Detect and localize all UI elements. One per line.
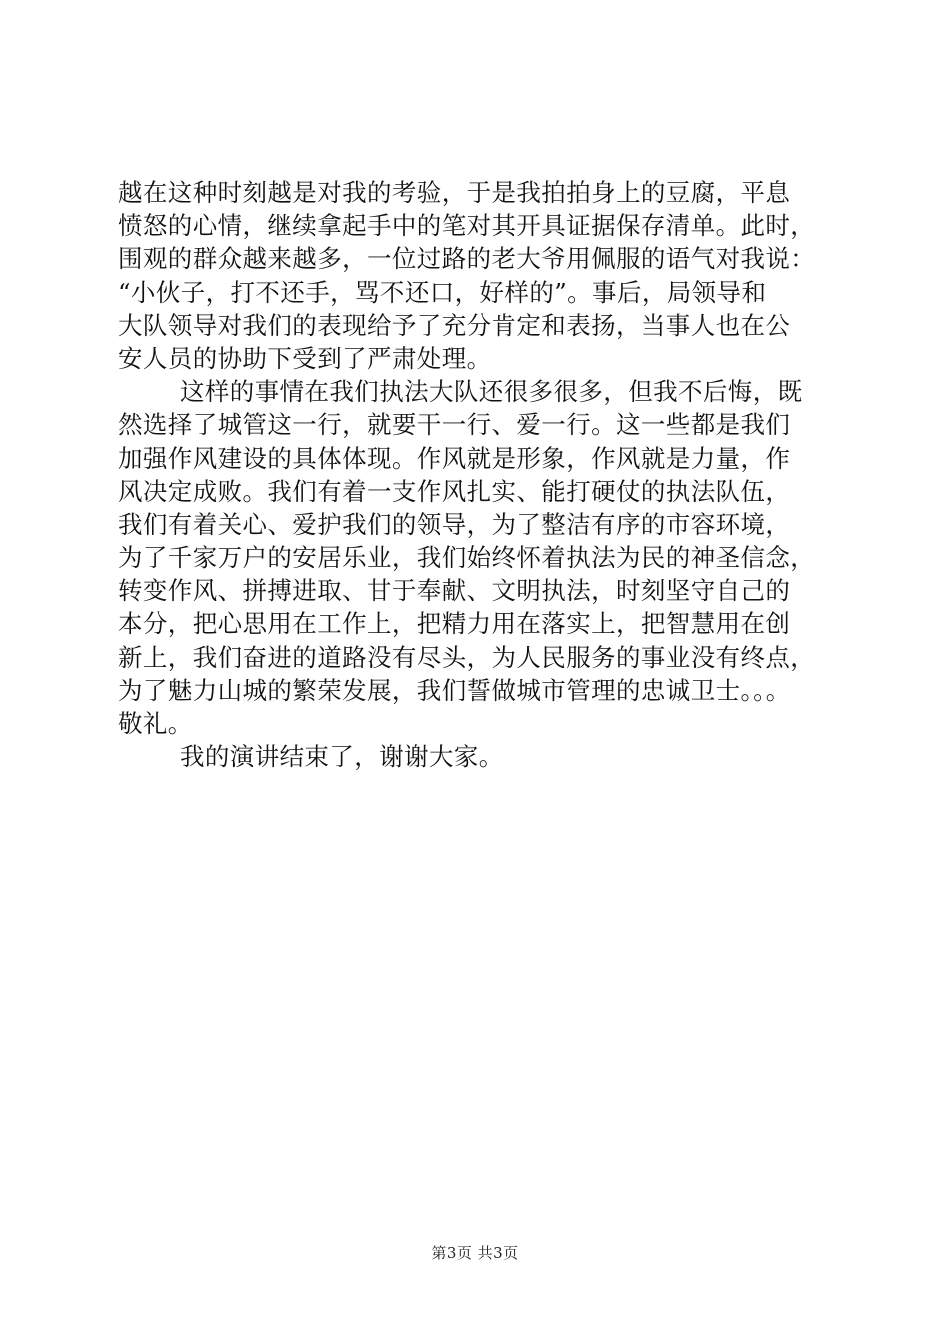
text-line: 风决定成败。我们有着一支作风扎实、能打硬仗的执法队伍， [118, 476, 791, 506]
text-line: 为了千家万户的安居乐业，我们始终怀着执法为民的神圣信念， [118, 543, 816, 573]
text-line: 本分，把心思用在工作上，把精力用在落实上，把智慧用在创 [118, 609, 791, 639]
text-line: 为了魅力山城的繁荣发展，我们誓做城市管理的忠诚卫士。。。 [118, 675, 791, 705]
text-line: 我们有着关心、爱护我们的领导，为了整洁有序的市容环境， [118, 509, 791, 539]
text-line: 然选择了城管这一行，就要干一行、爱一行。这一些都是我们 [118, 410, 791, 440]
text-line: “小伙子，打不还手，骂不还口，好样的”。事后，局领导和 [118, 277, 767, 307]
text-line: 加强作风建设的具体体现。作风就是形象，作风就是力量，作 [118, 443, 791, 473]
text-line: 围观的群众越来越多，一位过路的老大爷用佩服的语气对我说： [118, 244, 816, 274]
text-line: 愤怒的心情，继续拿起手中的笔对其开具证据保存清单。此时， [118, 211, 816, 241]
paragraph-first-line: 这样的事情在我们执法大队还很多很多，但我不后悔，既 [180, 377, 803, 407]
text-line: 大队领导对我们的表现给予了充分肯定和表扬，当事人也在公 [118, 310, 791, 340]
text-line: 新上，我们奋进的道路没有尽头，为人民服务的事业没有终点， [118, 642, 816, 672]
text-line: 转变作风、拼搏进取、甘于奉献、文明执法，时刻坚守自己的 [118, 576, 791, 606]
text-line: 越在这种时刻越是对我的考验，于是我拍拍身上的豆腐，平息 [118, 178, 791, 207]
page-number-footer: 第3页 共3页 [431, 1244, 519, 1262]
text-line: 安人员的协助下受到了严肃处理。 [118, 343, 492, 373]
closing-line: 我的演讲结束了，谢谢大家。 [180, 742, 504, 772]
text-line: 敬礼。 [118, 709, 193, 738]
document-body [118, 176, 836, 773]
